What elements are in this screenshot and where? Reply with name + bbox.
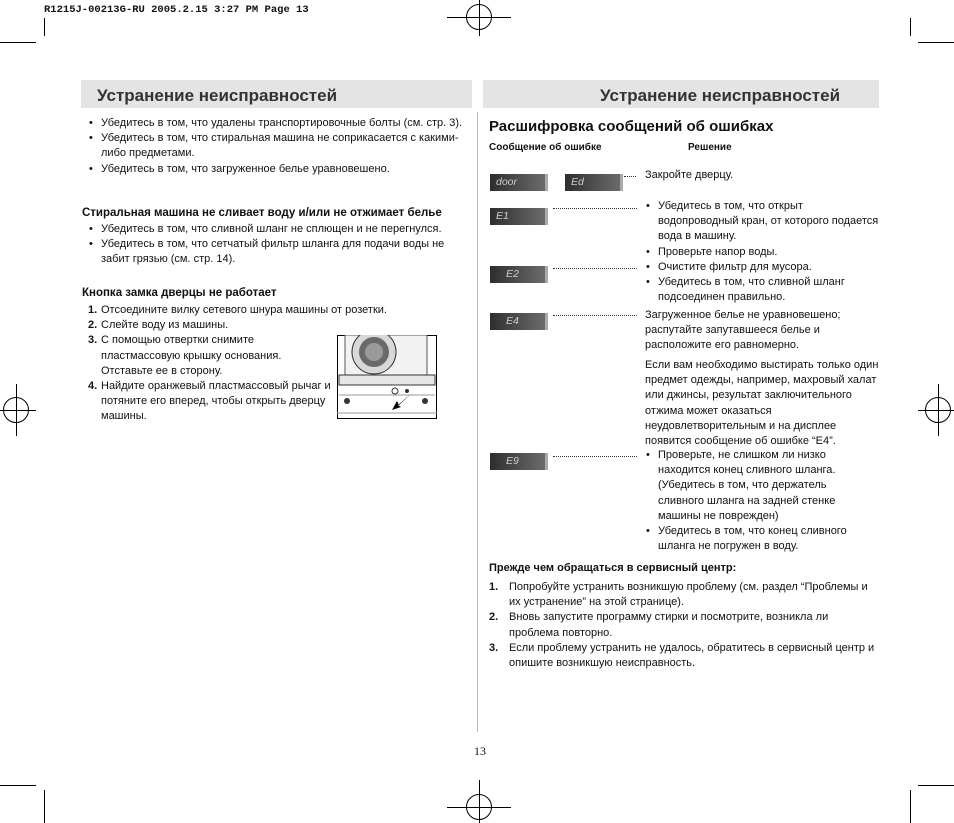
section-heading: Стиральная машина не сливает воду и/или не отжимает белье [82, 207, 442, 219]
error-code-e2: E2 [490, 266, 548, 283]
drain-bullets [83, 222, 468, 268]
list-item: • Убедитесь в том, что конец сливного шланга не погружен в воду. [640, 524, 865, 554]
crop-mark [44, 18, 45, 36]
left-page-title: Устранение неисправностей [97, 86, 338, 105]
solution-e4-note: Если вам необходимо выстирать только один предмет одежды, например, махровый халат или джинсы, результат заключительного отжима может оказаться неудовлетворительным и на дисплее появится сообщение об ошибке “E4”. [645, 359, 879, 448]
list-item: 4. Найдите оранжевый пластмассовый рычаг и потяните его вперед, чтобы открыть дверцу машины. [88, 380, 331, 423]
crop-mark [910, 18, 911, 36]
leader-line [553, 268, 637, 269]
list-item: • Убедитесь в том, что открыт водопроводный кран, от которого подается вода в машину. [640, 199, 880, 245]
list-item: • Убедитесь в том, что сливной шланг подсоединен правильно. [640, 275, 880, 305]
list-item: • Убедитесь в том, что загруженное белье уравновешено. [83, 162, 473, 177]
error-code-e1: E1 [490, 208, 548, 225]
service-heading: Прежде чем обращаться в сервисный центр: [489, 562, 737, 574]
page-number: 13 [474, 744, 486, 758]
print-header: R1215J-00213G-RU 2005.2.15 3:27 PM Page 13 [44, 4, 309, 16]
leader-line [624, 176, 636, 177]
section-heading: Кнопка замка дверцы не работает [82, 287, 277, 299]
list-item: • Проверьте напор воды. [640, 245, 880, 260]
service-steps [489, 580, 881, 671]
list-item: 2. Слейте воду из машины. [88, 319, 229, 332]
column-header-error: Сообщение об ошибке [489, 142, 602, 153]
list-item: • Очистите фильтр для мусора. [640, 260, 880, 275]
list-item: • Убедитесь в том, что сетчатый фильтр шланга для подачи воды не забит грязью (см. стр. 14). [83, 237, 468, 267]
list-item: 1. Попробуйте устранить возникшую проблему (см. раздел “Проблемы и их устранение” на этой странице). [489, 581, 868, 609]
list-item: • Убедитесь в том, что удалены транспортировочные болты (см. стр. 3). [83, 116, 473, 131]
error-code-ed: Ed [565, 174, 623, 191]
machine-base-illustration [337, 335, 437, 419]
right-page-title: Устранение неисправностей [600, 86, 841, 105]
list-item: 1. Отсоедините вилку сетевого шнура машины от розетки. [88, 304, 387, 316]
column-header-solution: Решение [688, 142, 732, 153]
column-divider [477, 112, 478, 732]
section-heading: Расшифровка сообщений об ошибках [489, 118, 774, 135]
solution-door: Закройте дверцу. [645, 169, 734, 181]
list-item: • Убедитесь в том, что стиральная машина не соприкасается с какими-либо предметами. [83, 131, 473, 161]
list-item: 3. Если проблему устранить не удалось, обратитесь в сервисный центр и опишите возникшую неисправность. [489, 641, 875, 670]
crop-mark [918, 42, 954, 43]
leader-line [553, 208, 637, 209]
solution-e2 [640, 260, 880, 306]
error-code-e4: E4 [490, 313, 548, 330]
list-item: • Убедитесь в том, что сливной шланг не сплющен и не перегнулся. [83, 222, 468, 237]
list-item: 2. Вновь запустите программу стирки и посмотрите, возникла ли проблема повторно. [489, 611, 829, 639]
leader-line [553, 315, 637, 316]
solution-e1 [640, 199, 880, 260]
solution-e9 [640, 448, 865, 554]
solution-e4: Загруженное белье не уравновешено; распутайте запутавшееся белье и расположите его равномерно. [645, 309, 841, 352]
list-item: • Проверьте, не слишком ли низко находится конец сливного шланга. (Убедитесь в том, что держатель сливного шланга на задней стенке машины не поврежден) [640, 448, 865, 524]
intro-bullets [83, 116, 473, 177]
error-code-e9: E9 [490, 453, 548, 470]
error-code-door: door [490, 174, 548, 191]
list-item: 3. С помощью отвертки снимите пластмассовую крышку основания. Отставьте ее в сторону. [88, 334, 282, 377]
leader-line [553, 456, 637, 457]
crop-mark [0, 42, 36, 43]
